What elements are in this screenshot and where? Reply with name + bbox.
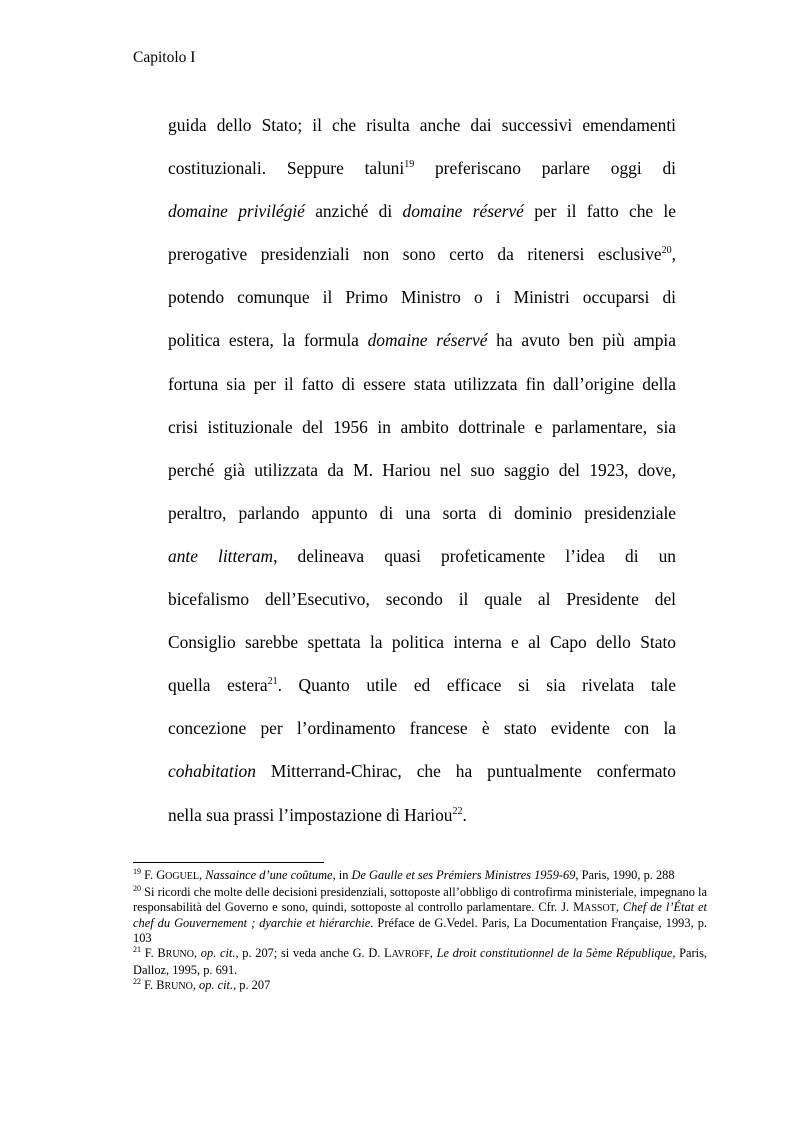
- main-text: [168, 110, 676, 843]
- footnote-ref-22[interactable]: 22: [452, 805, 463, 817]
- footnote-ref-21[interactable]: 21: [267, 676, 278, 688]
- text-line: costituzionali. Seppure taluni$^{19}$ preferiscano parlare oggi di: [168, 158, 676, 179]
- text-line: Consiglio sarebbe spettata la politica interna e al Capo dello Stato: [168, 632, 676, 653]
- text-line: potendo comunque il Primo Ministro o i Ministri occuparsi di: [168, 287, 676, 308]
- footnotes: [133, 868, 707, 994]
- text-line: domaine privilégié anziché di domaine réservé per il fatto che le: [168, 201, 676, 222]
- text-line: fortuna sia per il fatto di essere stata utilizzata fin dall’origine della: [168, 373, 676, 394]
- text-line: guida dello Stato; il che risulta anche dai successivi emendamenti: [168, 115, 676, 135]
- footnote-19: $^{19}$ F. GOGUEL, Nassaince d’une coûtume, in De Gaulle et ses Prémiers Ministres 1959-69, Paris, 1990, p. 288: [133, 867, 675, 882]
- text-line: prerogative presidenziali non sono certo da ritenersi esclusive$^{20}$,: [168, 244, 676, 265]
- footnote-ref-19[interactable]: 19: [404, 159, 415, 171]
- text-line: cohabitation Mitterrand-Chirac, che ha puntualmente confermato: [168, 761, 676, 782]
- text-line: ante litteram, delineava quasi profeticamente l’idea di un: [168, 545, 677, 566]
- text-line: crisi istituzionale del 1956 in ambito dottrinale e parlamentare, sia: [168, 416, 676, 437]
- text-line: nella sua prassi l’impostazione di Hariou$^{22}$.: [168, 804, 467, 825]
- text-line: concezione per l’ordinamento francese è stato evidente con la: [168, 718, 676, 739]
- footnote-20: $^{20}$ Si ricordi che molte delle decisioni presidenziali, sottoposte all’obbligo di controfirma ministeriale, impegnano la responsabilità del Governo e sono, quindi, sottoposte al controllo parlamentare. Cfr. J. MASSOT, Chef de l’État et chef du Gouvernement ; dyarchie et hiérarchie. Préface de G.Vedel. Paris, La Documentation Française, 1993, p. 103: [133, 883, 707, 946]
- text-line: politica estera, la formula domaine réservé ha avuto ben più ampia: [168, 330, 676, 351]
- footnote-ref-20[interactable]: 20: [661, 245, 672, 257]
- page-header-chapter: Capitolo I: [133, 49, 196, 66]
- footnote-21: $^{21}$ F. BRUNO, op. cit., p. 207; si veda anche G. D. LAVROFF, Le droit constitutionnel de la 5ème République, Paris, Dalloz, 1995, p. 691.: [133, 944, 707, 977]
- text-line: bicefalismo dell’Esecutivo, secondo il quale al Presidente del: [168, 589, 676, 610]
- footnote-22: $^{22}$ F. BRUNO, op. cit., p. 207: [133, 976, 271, 992]
- text-line: perché già utilizzata da M. Hariou nel suo saggio del 1923, dove,: [168, 459, 676, 480]
- footnote-separator: [133, 862, 324, 863]
- text-line: quella estera$^{21}$. Quanto utile ed efficace si sia rivelata tale: [168, 675, 676, 696]
- text-line: peraltro, parlando appunto di una sorta di dominio presidenziale: [168, 502, 676, 523]
